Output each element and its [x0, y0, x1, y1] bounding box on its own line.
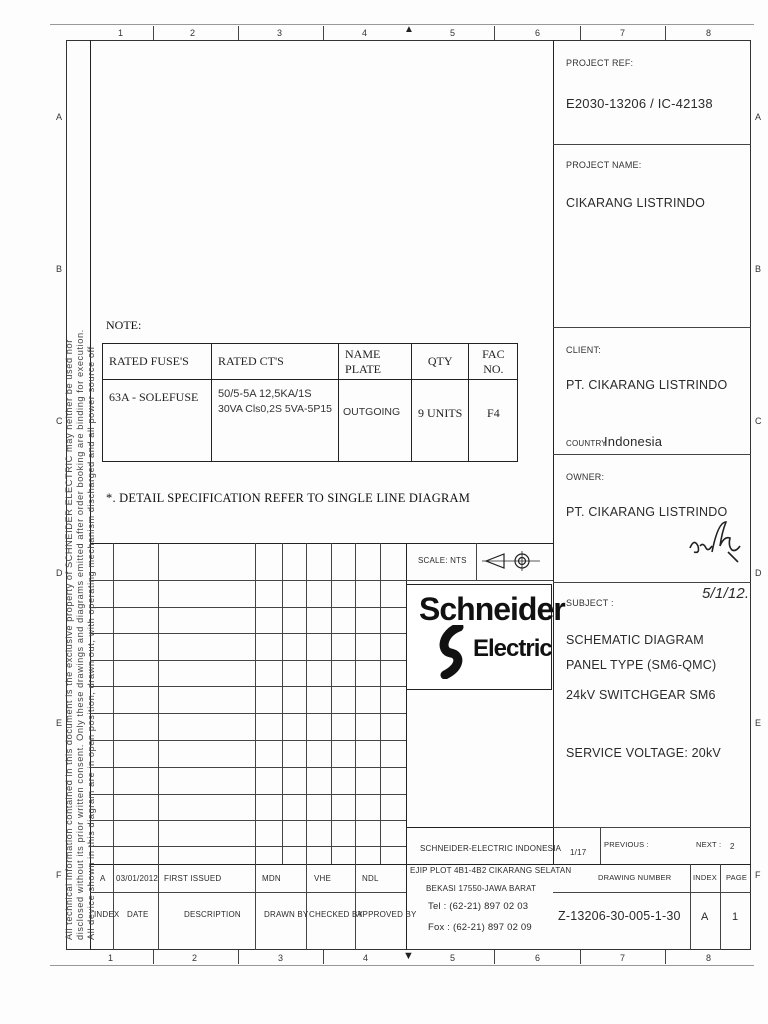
owner-label: OWNER:: [566, 472, 605, 482]
rev-date: 03/01/2012: [116, 874, 159, 883]
index-value: A: [701, 911, 709, 923]
subject-line2: PANEL TYPE (SM6-QMC): [566, 658, 717, 672]
ruler-left-label: D: [56, 568, 63, 578]
cell-ct: [212, 380, 339, 462]
project-ref-label: PROJECT REF:: [566, 58, 634, 68]
owner-value: PT. CIKARANG LISTRINDO: [566, 505, 728, 519]
ruler-bottom-label: 8: [706, 953, 712, 963]
ruler-top-label: 1: [118, 28, 124, 38]
ruler-right-label: E: [755, 718, 762, 728]
ruler-top-label: 8: [706, 28, 712, 38]
center-arrow-bottom-icon: ▼: [403, 950, 414, 962]
ruler-bottom-label: 5: [450, 953, 456, 963]
rev-header-drawn: DRAWN BY: [264, 910, 309, 919]
note-label: NOTE:: [106, 318, 142, 332]
ruler-top-label: 4: [362, 28, 368, 38]
cell-qty: 9 UNITS: [412, 380, 469, 462]
rev-header-date: DATE: [127, 910, 149, 919]
side-notice: [64, 60, 97, 940]
ct-line1: 50/5-5A 12,5KA/1S: [218, 388, 312, 400]
subject-line3: 24kV SWITCHGEAR SM6: [566, 688, 716, 702]
ruler-left-label: A: [56, 112, 63, 122]
rev-header-checked: CHECKED BY: [309, 910, 364, 919]
next-label: NEXT :: [696, 840, 722, 849]
ruler-top-label: 2: [190, 28, 196, 38]
client-value: PT. CIKARANG LISTRINDO: [566, 378, 728, 392]
ruler-right-label: B: [755, 264, 762, 274]
header-rated-cts: RATED CT'S: [212, 344, 339, 380]
company-name: SCHNEIDER-ELECTRIC INDONESIA: [420, 844, 562, 853]
subject-line1: SCHEMATIC DIAGRAM: [566, 633, 704, 647]
ruler-left-label: F: [56, 870, 62, 880]
company-tel: Tel : (62-21) 897 02 03: [428, 901, 529, 912]
ruler-top-label: 7: [620, 28, 626, 38]
side-notice-line: All technical information contained in this document is the exclusive property of SCHNEIDER ELECTRIC may neither be used nor: [64, 339, 74, 940]
ruler-top-label: 3: [277, 28, 283, 38]
center-arrow-top-icon: ▲: [404, 24, 414, 35]
drawing-number: Z-13206-30-005-1-30: [558, 909, 681, 923]
sign-date: 5/1/12.: [702, 585, 750, 602]
header-qty: QTY: [412, 344, 469, 380]
next-value: 2: [730, 842, 735, 851]
schneider-logo-mark-icon: [437, 625, 473, 679]
ruler-bottom-label: 7: [620, 953, 626, 963]
ruler-top-label: 5: [450, 28, 456, 38]
country-value: Indonesia: [604, 434, 663, 449]
ruler-bottom-label: 4: [363, 953, 369, 963]
header-fac-no: FAC NO.: [469, 344, 518, 380]
cell-fuse: 63A - SOLEFUSE: [103, 380, 212, 462]
cell-fac-no: F4: [469, 380, 518, 462]
ruler-top-label: 6: [535, 28, 541, 38]
projection-symbol-icon: [482, 550, 542, 572]
sheet-top-edge: [50, 24, 754, 25]
ruler-bottom-label: 3: [278, 953, 284, 963]
side-notice-line: disclosed without its prior written consent. Only these drawings and diagrams emitted after order booking are binding for execution.: [75, 329, 85, 940]
ct-line2: 30VA Cls0,2S 5VA-5P15: [218, 403, 333, 415]
cell-name-plate: OUTGOING: [339, 380, 412, 462]
ruler-left-label: C: [56, 416, 63, 426]
rating-table: [102, 343, 518, 462]
rev-header-description: DESCRIPTION: [184, 910, 241, 919]
ruler-bottom-label: 2: [192, 953, 198, 963]
project-name-label: PROJECT NAME:: [566, 160, 642, 170]
sheet-count: 1/17: [570, 848, 587, 857]
schneider-logo: [406, 584, 565, 690]
sheet-bottom-edge: [50, 965, 754, 966]
project-ref: E2030-13206 / IC-42138: [566, 96, 713, 111]
logo-word-electric: Electric: [473, 635, 552, 662]
subject-label: SUBJECT :: [566, 598, 614, 608]
ruler-right-label: D: [755, 568, 762, 578]
country-label: COUNTRY: [566, 439, 607, 448]
side-notice-line: All device shown in this diagram are in open position, drawn out, with operating mechanism discharged and all power source off: [86, 346, 96, 940]
ruler-right-label: A: [755, 112, 762, 122]
header-name-plate: NAME PLATE: [339, 344, 412, 380]
logo-word-schneider: Schneider: [419, 591, 565, 627]
ruler-left-label: B: [56, 264, 63, 274]
company-address1: EJIP PLOT 4B1-4B2 CIKARANG SELATAN: [410, 866, 572, 875]
service-voltage: SERVICE VOLTAGE: 20kV: [566, 746, 721, 760]
company-fax: Fox : (62-21) 897 02 09: [428, 922, 532, 933]
ruler-right-label: F: [755, 870, 761, 880]
rev-header-index: INDEX: [94, 910, 120, 919]
rev-index: A: [100, 874, 106, 883]
drawing-number-label: DRAWING NUMBER: [598, 873, 672, 882]
scale-label: SCALE: NTS: [418, 556, 467, 565]
rev-header-approved: APPROVED BY: [357, 910, 417, 919]
signature: [684, 518, 748, 574]
rev-checked: VHE: [314, 874, 332, 883]
project-name: CIKARANG LISTRINDO: [566, 196, 706, 210]
ruler-left-label: E: [56, 718, 63, 728]
index-label: INDEX: [693, 873, 717, 882]
ruler-bottom-label: 6: [535, 953, 541, 963]
rev-drawn: MDN: [262, 874, 281, 883]
rev-description: FIRST ISSUED: [164, 874, 222, 883]
previous-label: PREVIOUS :: [604, 840, 649, 849]
company-address2: BEKASI 17550-JAWA BARAT: [426, 884, 537, 893]
rev-approved: NDL: [362, 874, 379, 883]
ruler-right-label: C: [755, 416, 762, 426]
page-label: PAGE: [726, 873, 748, 882]
ruler-bottom-label: 1: [108, 953, 114, 963]
detail-note: *. DETAIL SPECIFICATION REFER TO SINGLE LINE DIAGRAM: [106, 491, 471, 505]
page-value: 1: [732, 911, 739, 923]
client-label: CLIENT:: [566, 345, 601, 355]
header-rated-fuses: RATED FUSE'S: [103, 344, 212, 380]
